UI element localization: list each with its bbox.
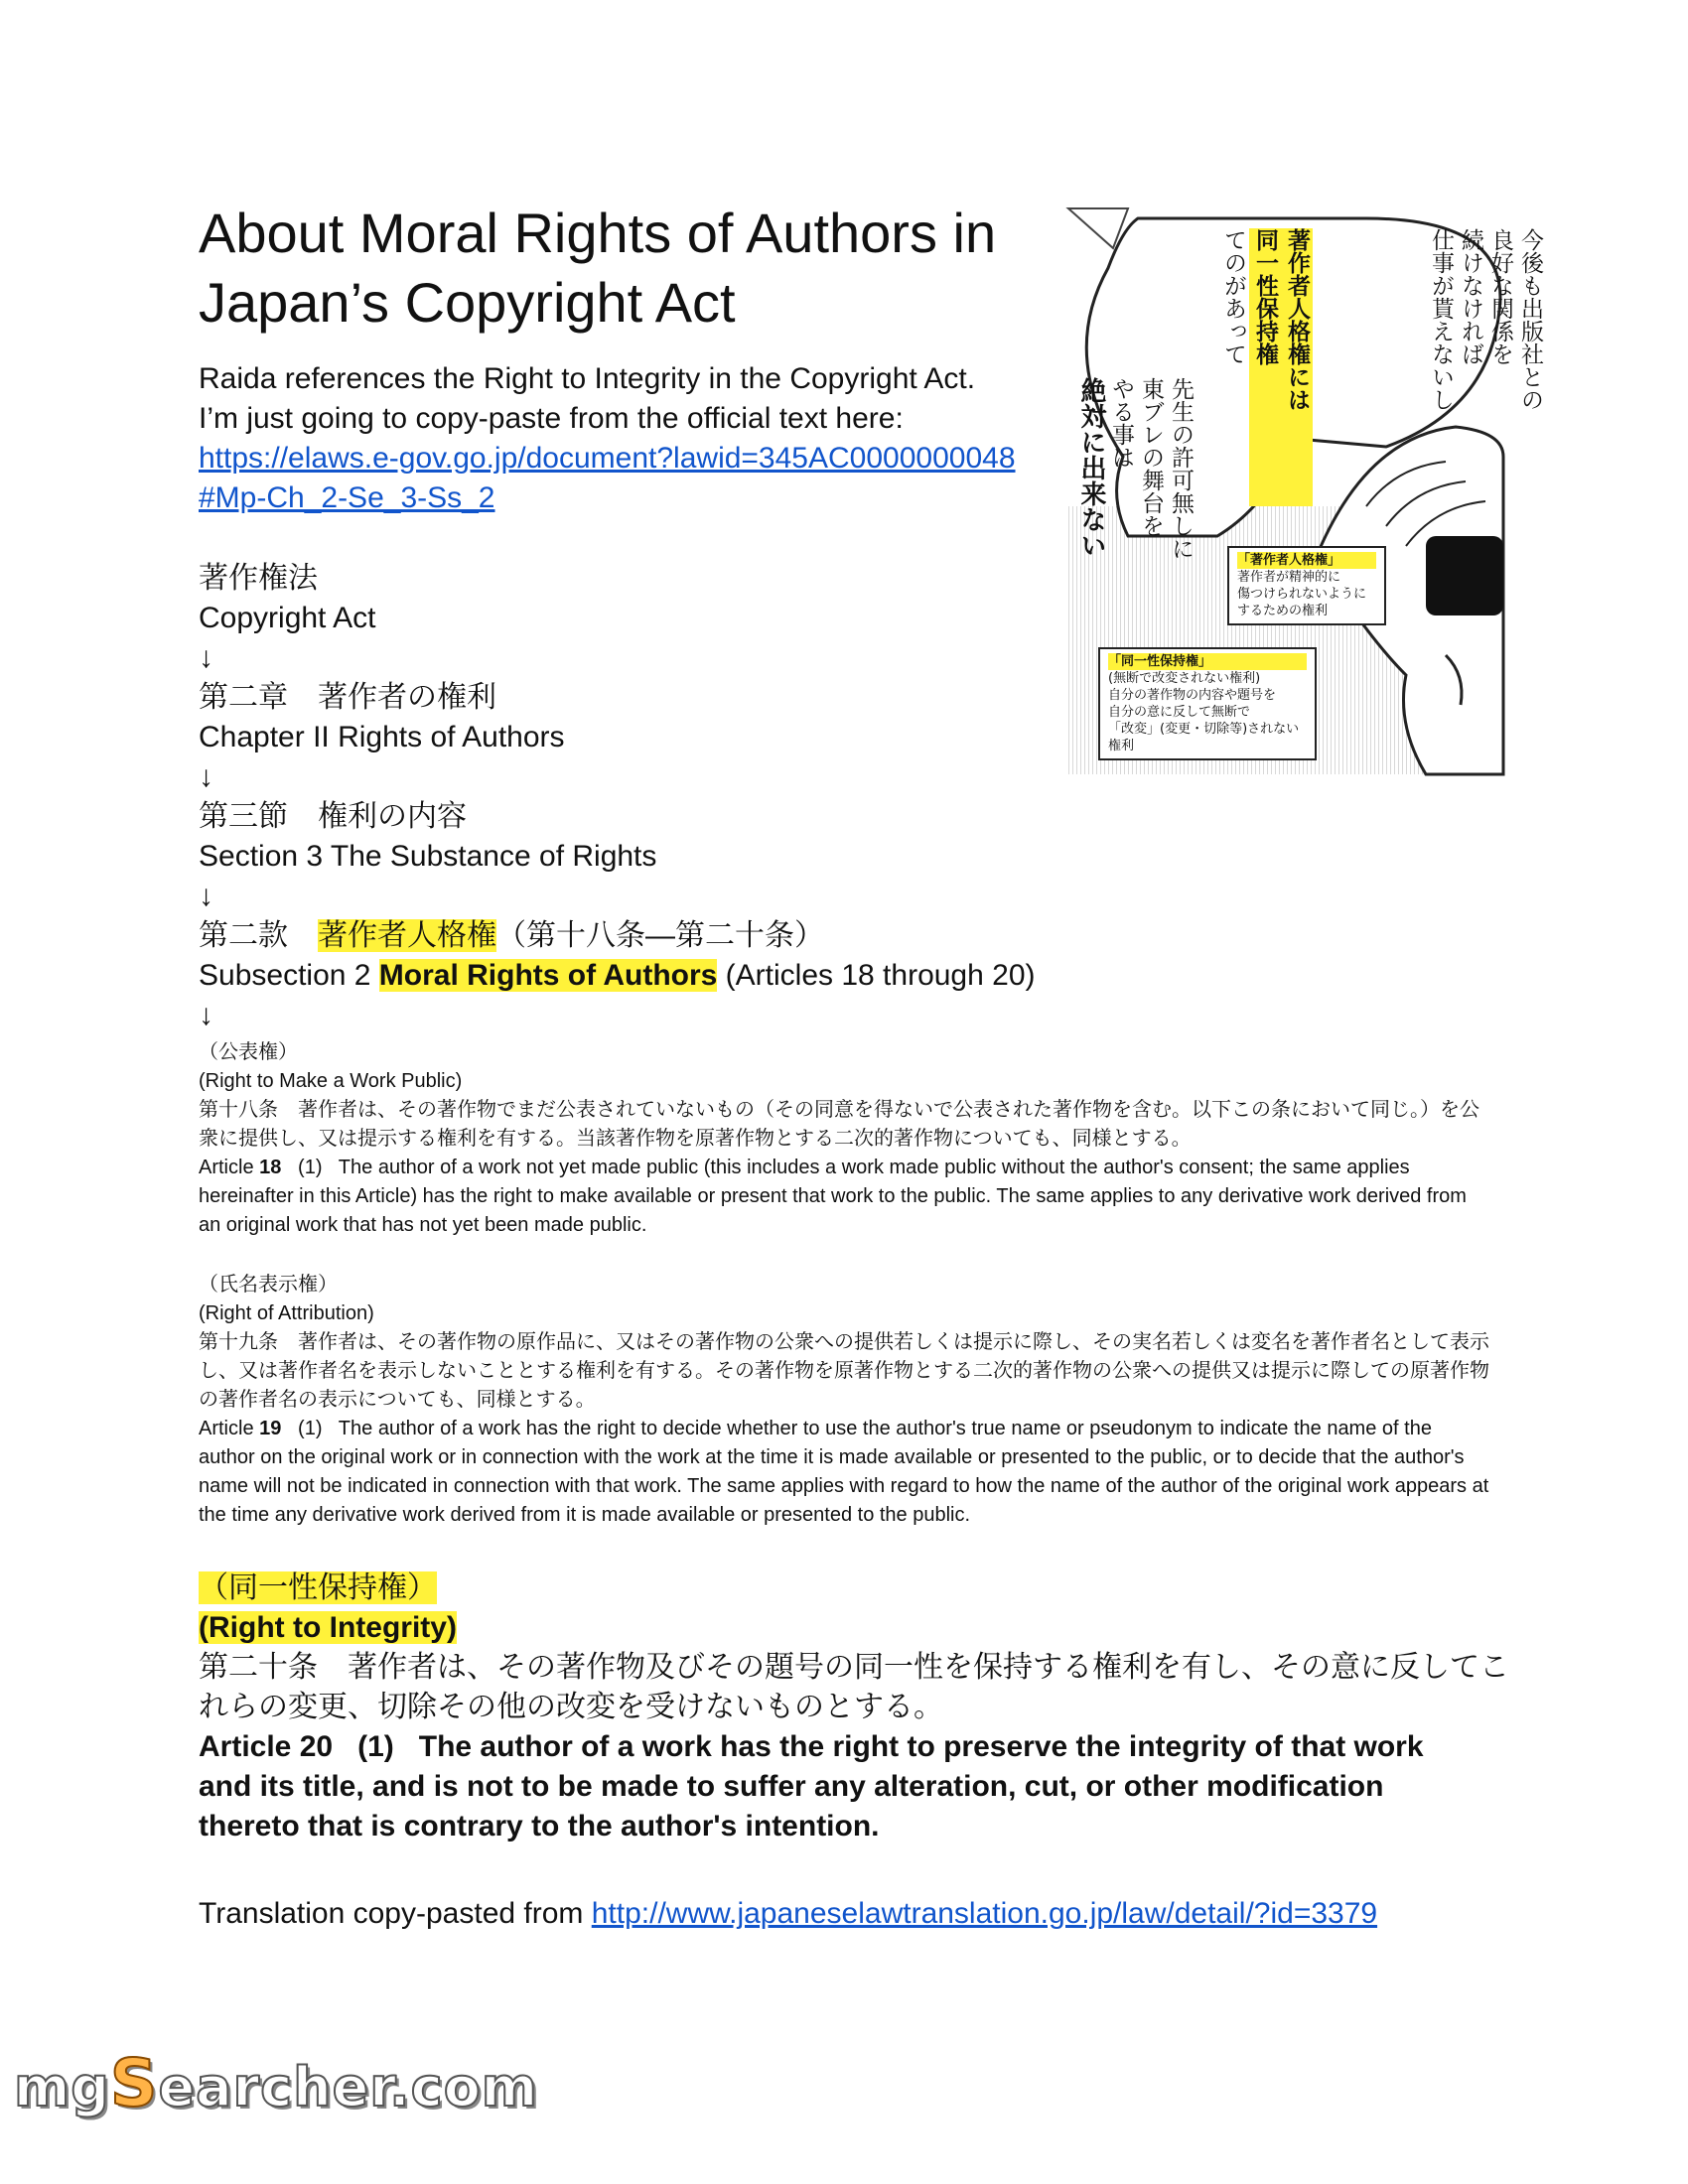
- article-number: 18: [259, 1157, 282, 1178]
- section-jp: 第三節 権利の内容: [199, 800, 467, 833]
- bubble-line: 絶対に出来ない: [1076, 377, 1106, 558]
- subsection-jp-suffix: （第十八条―第二十条）: [496, 919, 824, 952]
- article-19: [199, 1271, 1494, 1530]
- article-label: Article: [199, 1157, 260, 1178]
- article-19-text-en: [199, 1415, 1494, 1530]
- logo-part: S: [109, 2045, 159, 2121]
- caption-title: 「著作者人格権」: [1237, 552, 1376, 569]
- title-line-1: About Moral Rights of Authors in: [199, 202, 997, 264]
- act-en: Copyright Act: [199, 602, 376, 634]
- act-jp: 著作権法: [199, 562, 318, 595]
- down-arrow: ↓: [199, 999, 213, 1031]
- article-19-heading-en: (Right of Attribution): [199, 1302, 374, 1324]
- article-19-heading-jp: （氏名表示権）: [199, 1274, 338, 1296]
- article-body: (1) The author of a work not yet made public (this includes a work made public without the author's consent; the same applies hereinafter in this Article) has the right to make available or present that work to the public. The same applies to any derivative work derived from an original work that has not yet been made public.: [199, 1157, 1473, 1236]
- caption-integrity-right: [1098, 647, 1317, 760]
- bubble-line: 東ブレの舞台を: [1138, 377, 1164, 537]
- article-19-text-jp: 第十九条 著作者は、その著作物の原作品に、又はその著作物の公衆への提供若しくは提示に際し、その実名若しくは変名を著作者名として表示し、又は著作者名を表示しないこととする権利を有する。その著作物を原著作物とする二次的著作物の公衆への提供又は提示に際しての原著作物の著作者名の表示についても、同様とする。: [199, 1331, 1489, 1411]
- caption-title: 「同一性保持権」: [1108, 653, 1307, 670]
- article-18-text-jp: 第十八条 著作者は、その著作物でまだ公表されていないもの（その同意を得ないで公表された著作物を含む。以下この条において同じ。）を公衆に提供し、又は提示する権利を有する。当該著作物を原著作物とする二次的著作物についても、同様とする。: [199, 1099, 1479, 1150]
- bubble-line: 著作者人格権には: [1281, 228, 1313, 506]
- article-20-heading-en: (Right to Integrity): [199, 1611, 457, 1644]
- down-arrow: ↓: [199, 760, 213, 793]
- manga-panel: [1068, 208, 1543, 774]
- article-label: Article: [199, 1418, 260, 1439]
- caption-line: 自分の意に反して無断で: [1108, 705, 1251, 720]
- translation-source: [199, 1894, 1489, 1934]
- translation-link[interactable]: http://www.japaneselawtranslation.go.jp/law/detail/?id=3379: [591, 1897, 1378, 1930]
- caption-moral-rights: [1227, 546, 1386, 625]
- intro-paragraph: [199, 359, 1072, 518]
- article-20: [199, 1569, 1509, 1846]
- caption-line: 傷つけられないように: [1237, 587, 1367, 602]
- site-watermark-logo: [14, 2045, 538, 2121]
- caption-line: 自分の著作物の内容や題号を: [1108, 688, 1277, 703]
- chapter-jp: 第二章 著作者の権利: [199, 681, 496, 714]
- page-title: [199, 199, 1072, 338]
- bubble-line: 同一性保持権: [1249, 228, 1281, 506]
- article-18-text-en: [199, 1154, 1489, 1240]
- caption-line: するための権利: [1237, 604, 1329, 618]
- subsection-jp-prefix: 第二款: [199, 919, 318, 952]
- article-number: 19: [259, 1418, 282, 1439]
- section-en: Section 3 The Substance of Rights: [199, 840, 657, 873]
- article-18-heading-jp: （公表権）: [199, 1041, 298, 1063]
- down-arrow: ↓: [199, 880, 213, 912]
- subsection-en: [199, 956, 1092, 996]
- subsection-en-prefix: Subsection 2: [199, 959, 379, 992]
- bubble-mid-text: [1217, 228, 1313, 506]
- logo-part: earcher.com: [158, 2056, 539, 2118]
- intro-line-1: Raida references the Right to Integrity in the Copyright Act.: [199, 362, 976, 395]
- article-body: (1) The author of a work has the right to decide whether to use the author's true name or pseudonym to indicate the name of the author on the original work or in connection with the work at the time it is made available or presented to the public, or to decide that the author's name will not be indicated in connection with that work. The same applies with regard to how the name of the author of the original work appears at the time any derivative work derived from it is made available or presented to the public.: [199, 1418, 1494, 1526]
- law-hierarchy: [199, 559, 1092, 1035]
- article-20-text-en: Article 20 (1) The author of a work has the right to preserve the integrity of that work and its title, and is not to be made to suffer any alteration, cut, or other modification thereto that is contrary to the author's intention.: [199, 1730, 1432, 1843]
- subsection-en-highlight: Moral Rights of Authors: [378, 959, 718, 992]
- article-20-heading-jp: （同一性保持権）: [199, 1571, 437, 1604]
- intro-line-2: I’m just going to copy-paste from the official text here:: [199, 402, 904, 435]
- bubble-line: 仕事が貰えないし: [1428, 228, 1454, 411]
- bubble-line: やる事は: [1108, 377, 1134, 469]
- subsection-jp: [199, 916, 1092, 956]
- egov-link-part-1[interactable]: https://elaws.e-gov.go.jp/document?lawid=345AC0000000048: [199, 442, 1016, 475]
- bubble-line: 先生の許可無しに: [1168, 377, 1194, 560]
- footer-prefix: Translation copy-pasted from: [199, 1897, 592, 1930]
- bubble-line: 良好な関係を: [1487, 228, 1513, 365]
- caption-line: 「改変」(変更・切除等)されない権利: [1108, 722, 1300, 753]
- article-20-text-jp: 第二十条 著作者は、その著作物及びその題号の同一性を保持する権利を有し、その意に反してこれらの変更、切除その他の改変を受けないものとする。: [199, 1651, 1509, 1723]
- egov-link-part-2[interactable]: #Mp-Ch_2-Se_3-Ss_2: [199, 481, 495, 514]
- chapter-en: Chapter II Rights of Authors: [199, 721, 565, 753]
- article-18: [199, 1038, 1489, 1240]
- subsection-jp-highlight: 著作者人格権: [318, 919, 496, 952]
- bubble-line: 続けなければ: [1458, 228, 1483, 365]
- bubble-right-text: [1426, 228, 1545, 457]
- article-18-heading-en: (Right to Make a Work Public): [199, 1070, 463, 1092]
- subsection-en-suffix: (Articles 18 through 20): [717, 959, 1036, 992]
- logo-part: mg: [14, 2056, 110, 2118]
- down-arrow: ↓: [199, 641, 213, 674]
- caption-line: 著作者が精神的に: [1237, 570, 1341, 585]
- bubble-left-text: [1076, 377, 1196, 635]
- title-line-2: Japan’s Copyright Act: [199, 271, 736, 334]
- bubble-line: てのがあって: [1220, 228, 1246, 365]
- caption-line: (無断で改変されない権利): [1108, 671, 1261, 686]
- bubble-line: 今後も出版社との: [1517, 228, 1543, 411]
